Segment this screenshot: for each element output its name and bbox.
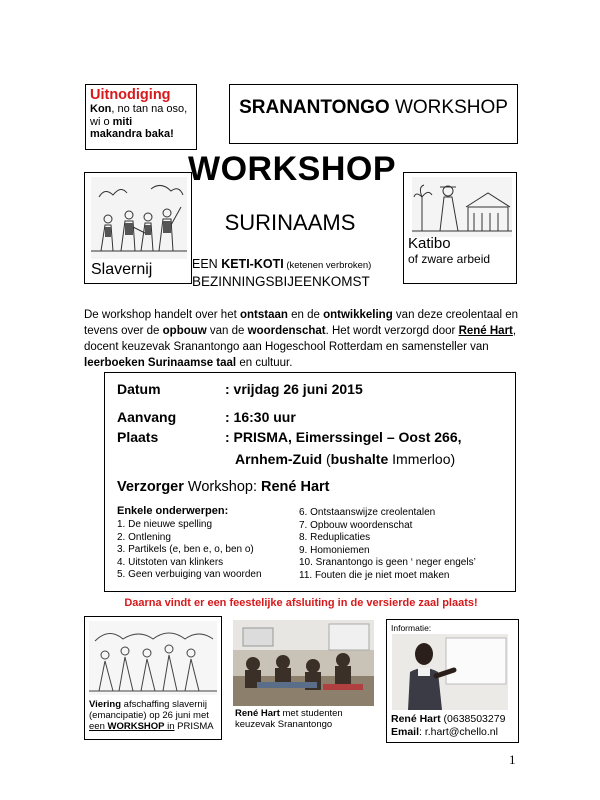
katibo-engraving-image: [412, 177, 512, 237]
aanvang-label: Aanvang: [117, 409, 177, 425]
topic-item: 9. Homoniemen: [299, 544, 370, 556]
celebration-caption: Viering afschaffing slavernij (emancipatie) op 26 juni met een WORKSHOP in PRISMA: [89, 699, 214, 732]
classroom-photo-image: [233, 620, 374, 706]
celebration-photo-box: [84, 616, 222, 740]
topics-title: Enkele onderwerpen:: [117, 505, 229, 517]
workshop-header-box: [229, 84, 518, 144]
invitation-title: Uitnodiging: [90, 87, 171, 103]
plaats-label: Plaats: [117, 429, 159, 445]
slavery-illustration-box: [84, 172, 192, 284]
info-label: Informatie:: [391, 623, 432, 633]
topic-item: 10. Sranantongo is geen ‘ neger engels’: [299, 557, 476, 568]
topic-item: 1. De nieuwe spelling: [117, 519, 213, 530]
verzorger-line: Verzorger Workshop: René Hart: [117, 479, 330, 495]
plaats-value: : PRISMA, Eimerssingel – Oost 266,: [225, 429, 462, 445]
classroom-photo-box: [233, 620, 374, 742]
topic-item: 11. Fouten die je niet moet maken: [299, 569, 450, 581]
topic-item: 3. Partikels (e, ben e, o, ben o): [117, 544, 254, 555]
datum-value: : vrijdag 26 juni 2015: [225, 381, 363, 397]
presenter-photo-image: [392, 634, 508, 710]
plaats-value-line-2: Arnhem-Zuid (bushalte Immerloo): [235, 451, 456, 467]
invitation-line-2: wi o miti: [90, 115, 133, 128]
page-number: 1: [509, 752, 516, 767]
closing-note: Daarna vindt er een feestelijke afsluiting in de versierde zaal plaats!: [124, 597, 478, 609]
main-title: WORKSHOP: [188, 150, 396, 188]
invitation-line-1: Kon, no tan na oso,: [90, 103, 188, 115]
katibo-subcaption: of zware arbeid: [408, 252, 491, 266]
invitation-box: [85, 84, 197, 150]
topics-right-list: [299, 507, 476, 582]
subtitle: SURINAAMS: [224, 210, 356, 235]
slavery-engraving-image: [91, 177, 187, 259]
katibo-illustration-box: [403, 172, 517, 284]
datum-label: Datum: [117, 381, 161, 397]
topics-left-list: [117, 519, 262, 582]
event-info-box: [104, 372, 516, 592]
contact-details: René Hart (0638503279 Email: r.hart@chello.nl: [391, 713, 506, 738]
topic-item: 4. Uitstoten van klinkers: [117, 556, 224, 568]
topic-item: 2. Ontlening: [117, 531, 171, 543]
intro-paragraph: De workshop handelt over het ontstaan en de ontwikkeling van deze creolentaal en tevens over de opbouw van de woordenschat. Het wordt verzorgd door René Hart, docent keuzevak Sranantongo aan Hogeschool Rotterdam en samensteller van leerboeken Surinaamse taal en cultuur.: [84, 309, 519, 369]
topic-item: 5. Geen verbuiging van woorden: [117, 569, 262, 580]
katibo-caption: Katibo: [408, 235, 451, 252]
classroom-caption: René Hart met studenten keuzevak Sranantongo: [235, 708, 343, 730]
bezinning-line: BEZINNINGSBIJEENKOMST: [192, 274, 370, 289]
invitation-line-3: makandra baka!: [90, 128, 174, 140]
topic-item: 8. Reduplicaties: [299, 532, 371, 543]
contact-info-box: [386, 619, 519, 743]
slavery-caption: Slavernij: [91, 261, 153, 278]
topic-item: 6. Ontstaanswijze creolentalen: [299, 507, 436, 518]
workshop-header-text: SRANANTONGO WORKSHOP: [239, 97, 508, 118]
topic-item: 7. Opbouw woordenschat: [299, 519, 413, 531]
celebration-drawing-image: [89, 621, 217, 695]
aanvang-value: : 16:30 uur: [225, 409, 296, 425]
keti-koti-line: EEN KETI-KOTI (ketenen verbroken): [192, 257, 372, 271]
